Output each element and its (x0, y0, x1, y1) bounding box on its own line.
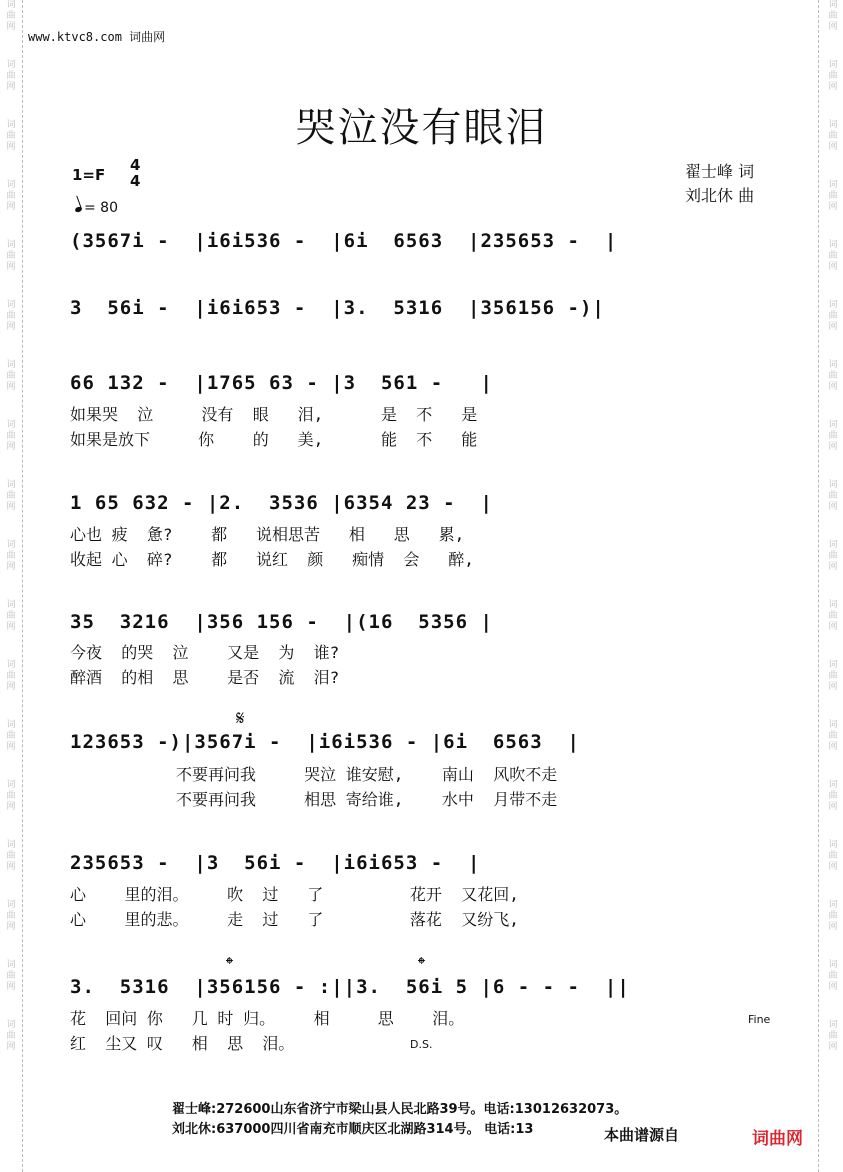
watermark-text: 词 曲 网 (828, 540, 838, 572)
lyric-7-verse-2: 心 里的悲。 走 过 了 落花 又纷飞, (70, 910, 519, 929)
tempo-marking (75, 200, 118, 216)
time-signature (130, 157, 140, 189)
watermark-text: 词 曲 网 (828, 0, 838, 32)
time-top: 4 (130, 156, 141, 174)
lyric-6-verse-2: 不要再问我 相思 寄给谁, 水中 月带不走 (70, 790, 558, 809)
lyric-3-verse-2: 如果是放下 你 的 美, 能 不 能 (70, 430, 478, 449)
watermark-text: 词 曲 网 (828, 780, 838, 812)
watermark-text: 词 曲 网 (6, 240, 16, 272)
watermark-text: 词 曲 网 (6, 0, 16, 32)
score-line-1: (3567i - |i6i536 - |6i 6563 |235653 - | (70, 230, 618, 252)
watermark-text: 词 曲 网 (828, 960, 838, 992)
score-line-6: 123653 -)|3567i - |i6i536 - |6i 6563 | (70, 731, 580, 753)
watermark-text: 词 曲 网 (828, 660, 838, 692)
watermark-text: 词 曲 网 (6, 660, 16, 692)
key-signature: 1=F (72, 166, 106, 184)
watermark-text: 词 曲 网 (6, 60, 16, 92)
ds-marking: D.S. (410, 1038, 433, 1051)
watermark-text: 词 曲 网 (6, 300, 16, 332)
lyric-5-verse-1: 今夜 的哭 泣 又是 为 谁? (70, 643, 340, 662)
watermark-text: 词 曲 网 (6, 480, 16, 512)
lyric-8-verse-1: 花 回问 你 几 时 归。 相 思 泪。 (70, 1009, 465, 1028)
score-line-2: 3 56i - |i6i653 - |3. 5316 |356156 -)| (70, 297, 605, 319)
watermark-text: 词 曲 网 (6, 360, 16, 392)
lyric-7-verse-1: 心 里的泪。 吹 过 了 花开 又花回, (70, 885, 519, 904)
watermark-text: 词 曲 网 (828, 360, 838, 392)
lyric-5-verse-2: 醉酒 的相 思 是否 流 泪? (70, 668, 340, 687)
lyricist: 翟士峰 词 (685, 162, 755, 181)
credits (685, 160, 754, 208)
composer: 刘北休 曲 (685, 186, 755, 205)
watermark-text: 词 曲 网 (6, 900, 16, 932)
time-bottom: 4 (130, 172, 141, 190)
score-line-7: 235653 - |3 56i - |i6i653 - | (70, 852, 481, 874)
watermark-text: 词 曲 网 (828, 480, 838, 512)
contact-composer: 刘北休:637000四川省南充市顺庆区北湖路314号。 电话:13 (172, 1122, 534, 1137)
watermark-text: 词 曲 网 (828, 120, 838, 152)
quarter-note-icon (74, 206, 82, 213)
watermark-text: 词 曲 网 (6, 540, 16, 572)
watermark-text: 词 曲 网 (828, 840, 838, 872)
lyric-8-verse-2: 红 尘又 叹 相 思 泪。 (70, 1034, 295, 1053)
source-note: 本曲谱源自 (604, 1126, 680, 1144)
watermark-text: 词 曲 网 (6, 1020, 16, 1052)
watermark-text: 词 曲 网 (6, 720, 16, 752)
watermark-text: 词 曲 网 (6, 960, 16, 992)
watermark-text: 词 曲 网 (828, 60, 838, 92)
watermark-right (825, 0, 841, 1080)
lyric-6-verse-1: 不要再问我 哭泣 谁安慰, 南山 风吹不走 (70, 765, 558, 784)
watermark-text: 词 曲 网 (6, 600, 16, 632)
lyric-4-verse-1: 心也 疲 惫? 都 说相思苦 相 思 累, (70, 525, 465, 544)
watermark-text: 词 曲 网 (828, 1020, 838, 1052)
brand-logo[interactable]: 词曲网 (752, 1129, 803, 1149)
song-title: 哭泣没有眼泪 (295, 105, 548, 151)
score-line-5: 35 3216 |356 156 - |(16 5356 | (70, 611, 493, 633)
coda-icon: 𝄌 (226, 952, 233, 976)
fine-marking: Fine (748, 1013, 771, 1026)
watermark-text: 词 曲 网 (828, 720, 838, 752)
watermark-text: 词 曲 网 (6, 420, 16, 452)
watermark-text: 词 曲 网 (6, 780, 16, 812)
tempo-value: = 80 (84, 200, 118, 216)
score-line-4: 1 65 632 - |2. 3536 |6354 23 - | (70, 492, 493, 514)
lyric-4-verse-2: 收起 心 碎? 都 说红 颜 痴情 会 醉, (70, 550, 474, 569)
contact-info (172, 1100, 627, 1140)
score-line-8: 3. 5316 |356156 - :||3. 56i 5 |6 - - - || (70, 976, 630, 998)
watermark-left (3, 0, 19, 1080)
lyric-3-verse-1: 如果哭 泣 没有 眼 泪, 是 不 是 (70, 405, 478, 424)
watermark-text: 词 曲 网 (6, 840, 16, 872)
watermark-text: 词 曲 网 (828, 600, 838, 632)
watermark-text: 词 曲 网 (828, 900, 838, 932)
contact-lyricist: 翟士峰:272600山东省济宁市梁山县人民北路39号。电话:13012632073。 (172, 1102, 628, 1117)
coda-icon-2: 𝄌 (418, 952, 425, 976)
watermark-text: 词 曲 网 (828, 420, 838, 452)
watermark-text: 词 曲 网 (828, 180, 838, 212)
watermark-text: 词 曲 网 (828, 240, 838, 272)
watermark-text: 词 曲 网 (828, 300, 838, 332)
watermark-text: 词 曲 网 (6, 180, 16, 212)
site-url[interactable]: www.ktvc8.com 词曲网 (28, 30, 166, 44)
watermark-text: 词 曲 网 (6, 120, 16, 152)
segno-icon: 𝄋 (236, 706, 245, 730)
score-line-3: 66 132 - |1765 63 - |3 561 - | (70, 372, 493, 394)
